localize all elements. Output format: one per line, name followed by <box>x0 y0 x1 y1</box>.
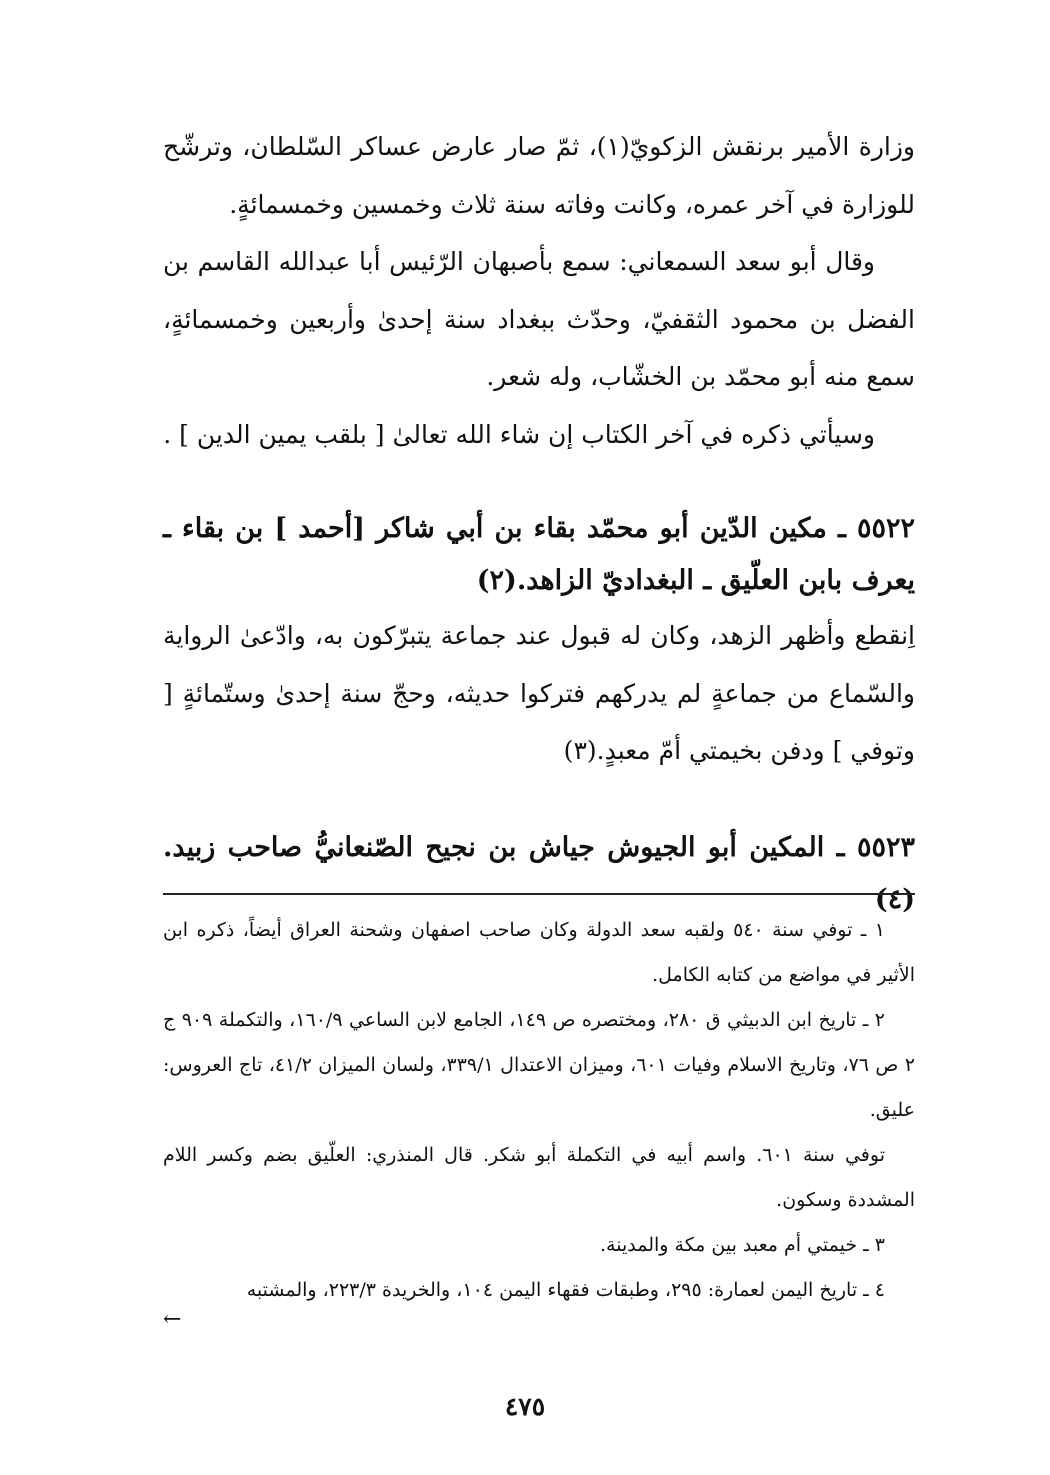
entry-body-5522: اِنقطع وأظهر الزهد، وكان له قبول عند جماعة يتبرّكون به، وادّعىٰ الرواية والسّماع من جماعةٍ لم يدركهم فتركوا حديثه، وحجّ سنة إحدىٰ وستّمائةٍ [ وتوفي ] ودفن بخيمتي أمّ معبدٍ.(٣) <box>163 621 915 765</box>
footnote: ٤ ـ تاريخ اليمن لعمارة: ٢٩٥، وطبقات فقهاء اليمن ١٠٤، والخريدة ٢٢٣/٣، والمشتبه <box>246 1279 885 1301</box>
footnote: ٢ ـ تاريخ ابن الدبيثي ق ٢٨٠، ومختصره ص ١٤٩، الجامع لابن الساعي ١٦٠/٩، والتكملة ٩٠٩ ج ٢ ص ٧٦، وتاريخ الاسلام وفيات ٦٠١، وميزان الاعتدال ٣٣٩/١، ولسان الميزان ٤١/٢، تاج العروس: عليق. <box>163 1009 916 1121</box>
footnote: ٣ ـ خيمتي أم معبد بين مكة والمدينة. <box>600 1234 885 1256</box>
footnote-divider <box>163 893 915 895</box>
page-number: ٤٧٥ <box>504 1392 546 1421</box>
footnotes <box>163 908 915 1313</box>
entry-heading-5522: ٥٥٢٢ ـ مكين الدّين أبو محمّد بقاء بن أبي شاكر [أحمد ] بن بقاء ـ يعرف بابن العلّيق ـ البغداديّ الزاهد.(٢) <box>163 513 915 596</box>
paragraph: وسيأتي ذكره في آخر الكتاب إن شاء الله تعالىٰ [ بلقب يمين الدين ] . <box>163 419 875 449</box>
continuation-arrow-icon: ← <box>163 1307 182 1332</box>
entry-heading-5523: ٥٥٢٣ ـ المكين أبو الجيوش جياش بن نجيح الصّنعانيُّ صاحب زبيد.(٤) <box>163 831 915 915</box>
footnote: توفي سنة ٦٠١. واسم أبيه في التكملة أبو شكر. قال المنذري: العلّيق بضم وكسر اللام المشددة وسكون. <box>163 1144 915 1211</box>
footnote: ١ ـ توفي سنة ٥٤٠ ولقبه سعد الدولة وكان صاحب اصفهان وشحنة العراق أيضاً، ذكره ابن الأثير في مواضع من كتابه الكامل. <box>163 919 915 986</box>
main-text <box>163 118 915 926</box>
paragraph: وقال أبو سعد السمعاني: سمع بأصبهان الرّئيس أبا عبدالله القاسم بن الفضل بن محمود الثقفيّ، وحدّث ببغداد سنة إحدىٰ وأربعين وخمسمائةٍ، سمع منه أبو محمّد بن الخشّاب، وله شعر. <box>163 247 915 391</box>
paragraph: وزارة الأمير برنقش الزكويّ(١)، ثمّ صار عارض عساكر السّلطان، وترشّح للوزارة في آخر عمره، وكانت وفاته سنة ثلاث وخمسين وخمسمائةٍ. <box>163 132 915 219</box>
